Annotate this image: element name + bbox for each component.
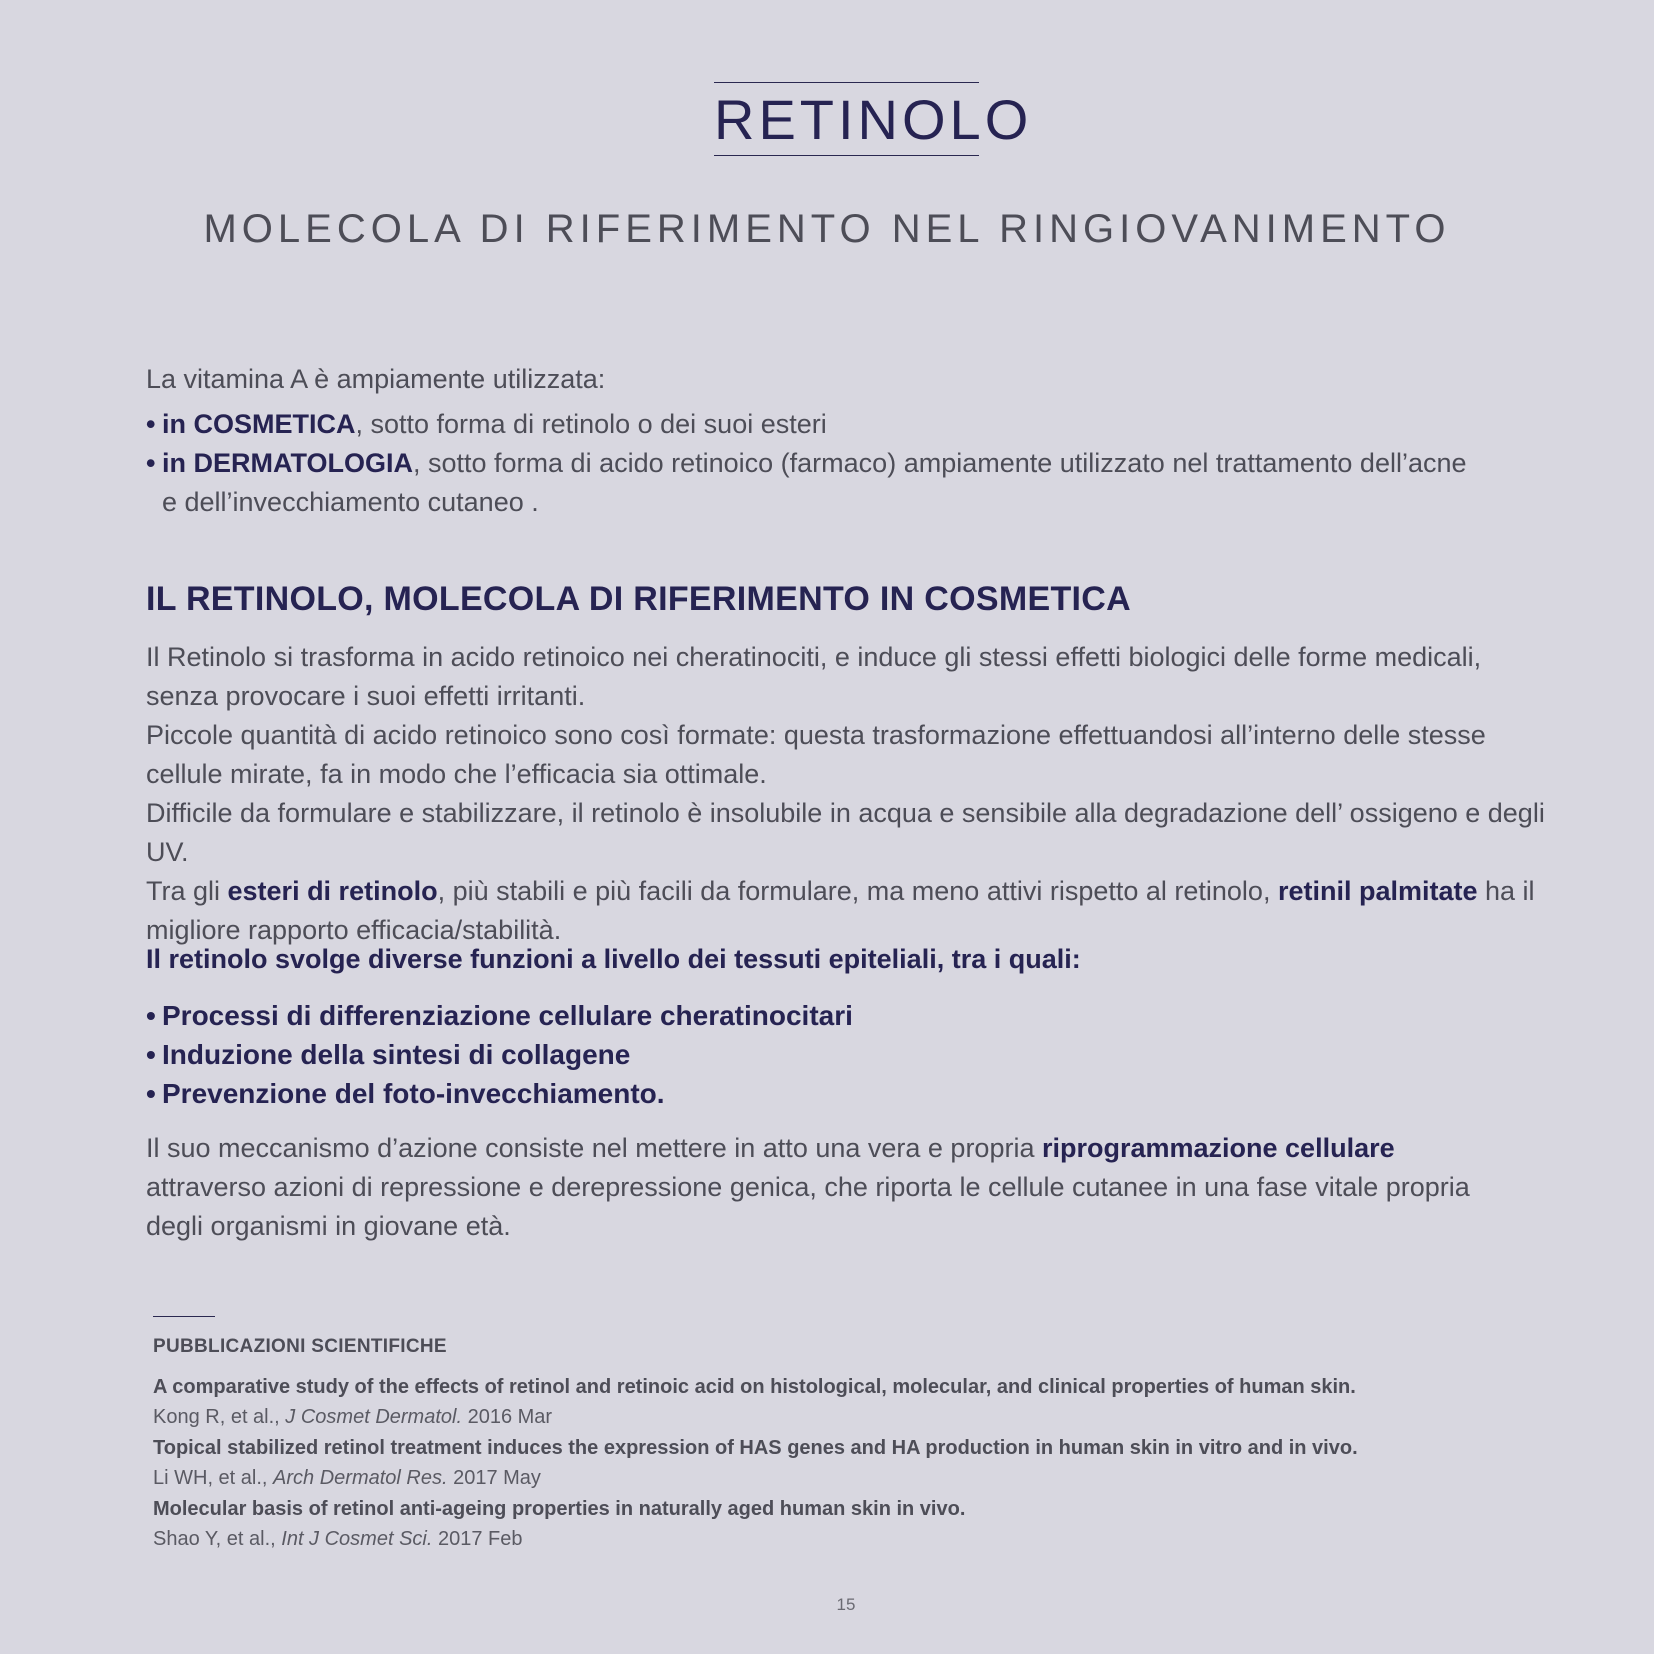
intro-lead: La vitamina A è ampiamente utilizzata: (146, 364, 606, 394)
section-paragraph: Piccole quantità di acido retinoico sono così formate: questa trasformazione effettuandosi all’interno delle stesse cellule mirate, fa in modo che l’efficacia sia ottimale. (146, 720, 1486, 789)
reference-citation (153, 1402, 1453, 1433)
intro-bullet-strong: in DERMATOLOGIA (162, 448, 413, 478)
bullet-dot: • (146, 1000, 156, 1031)
section-body (146, 638, 1545, 950)
strong-run: retinil palmitate (1277, 876, 1478, 906)
references-divider (153, 1316, 215, 1317)
bullet-dot: • (146, 1039, 156, 1070)
reference-authors: Li WH, et al., (153, 1467, 274, 1489)
functions-list (146, 996, 1546, 1113)
reference-authors: Shao Y, et al., (153, 1528, 282, 1550)
intro-block (146, 360, 1546, 522)
reference-journal: Int J Cosmet Sci. (281, 1528, 433, 1550)
title-frame (714, 82, 1033, 156)
reference-authors: Kong R, et al., (153, 1406, 286, 1428)
function-item (146, 996, 1546, 1035)
section-paragraph: Difficile da formulare e stabilizzare, il retinolo è insolubile in acqua e sensibile alla degradazione dell’ ossigeno e degli UV. (146, 798, 1545, 867)
reference-title: Molecular basis of retinol anti-ageing properties in naturally aged human skin in vivo. (153, 1498, 966, 1520)
reference-date: 2016 Mar (462, 1406, 553, 1428)
intro-bullet (146, 405, 1546, 444)
reference-item (153, 1494, 1453, 1555)
reference-title: Topical stabilized retinol treatment induces the expression of HAS genes and HA production in human skin in vitro and in vivo. (153, 1437, 1358, 1459)
reference-citation (153, 1463, 1453, 1494)
mechanism-paragraph (146, 1129, 1486, 1246)
references-heading: PUBBLICAZIONI SCIENTIFICHE (153, 1336, 447, 1357)
reference-date: 2017 Feb (432, 1528, 523, 1550)
function-item (146, 1074, 1546, 1113)
reference-title: A comparative study of the effects of retinol and retinoic acid on histological, molecular, and clinical properties of human skin. (153, 1376, 1356, 1398)
reference-journal: J Cosmet Dermatol. (285, 1406, 463, 1428)
intro-bullet-text-cont: e dell’invecchiamento cutaneo . (162, 487, 539, 517)
bullet-dot: • (146, 1078, 156, 1109)
references-block (153, 1336, 1453, 1555)
reference-journal: Arch Dermatol Res. (273, 1467, 448, 1489)
intro-bullet-text: , sotto forma di retinolo o dei suoi esteri (355, 409, 827, 439)
section-paragraph: Il Retinolo si trasforma in acido retinoico nei cheratinociti, e induce gli stessi effetti biologici delle forme medicali, senza provocare i suoi effetti irritanti. (146, 642, 1482, 711)
bullet-dot: • (146, 409, 156, 439)
page-title: RETINOLO (714, 88, 1033, 151)
intro-bullet (146, 444, 1546, 522)
text-run: Tra gli (146, 876, 228, 906)
page-subtitle: MOLECOLA DI RIFERIMENTO NEL RINGIOVANIMENTO (203, 207, 1451, 251)
function-item (146, 1035, 1546, 1074)
text-run: ha il migliore rapporto efficacia/stabilità. (146, 876, 1535, 945)
bullet-dot: • (146, 448, 156, 478)
text-run: , più stabili e più facili da formulare, ma meno attivi rispetto al retinolo, (437, 876, 1278, 906)
function-item-text: Prevenzione del foto-invecchiamento. (162, 1078, 665, 1109)
section-paragraph (146, 872, 1536, 950)
function-item-text: Induzione della sintesi di collagene (162, 1039, 631, 1070)
reference-item (153, 1433, 1453, 1494)
text-run: attraverso azioni di repressione e derepressione genica, che riporta le cellule cutanee in una fase vitale propria degli organismi in giovane età. (146, 1172, 1470, 1241)
strong-run: esteri di retinolo (227, 876, 438, 906)
page-number: 15 (836, 1595, 856, 1614)
intro-bullet-strong: in COSMETICA (162, 409, 356, 439)
reference-item (153, 1372, 1453, 1433)
text-run: Il suo meccanismo d’azione consiste nel mettere in atto una vera e propria (146, 1133, 1042, 1163)
strong-run: riprogrammazione cellulare (1041, 1133, 1395, 1163)
reference-citation (153, 1524, 1453, 1555)
intro-bullet-text: , sotto forma di acido retinoico (farmaco) ampiamente utilizzato nel trattamento dell’acne (413, 448, 1467, 478)
reference-date: 2017 May (447, 1467, 541, 1489)
section-heading: IL RETINOLO, MOLECOLA DI RIFERIMENTO IN COSMETICA (146, 580, 1131, 618)
functions-heading: Il retinolo svolge diverse funzioni a livello dei tessuti epiteliali, tra i quali: (146, 944, 1081, 974)
function-item-text: Processi di differenziazione cellulare cheratinocitari (162, 1000, 853, 1031)
